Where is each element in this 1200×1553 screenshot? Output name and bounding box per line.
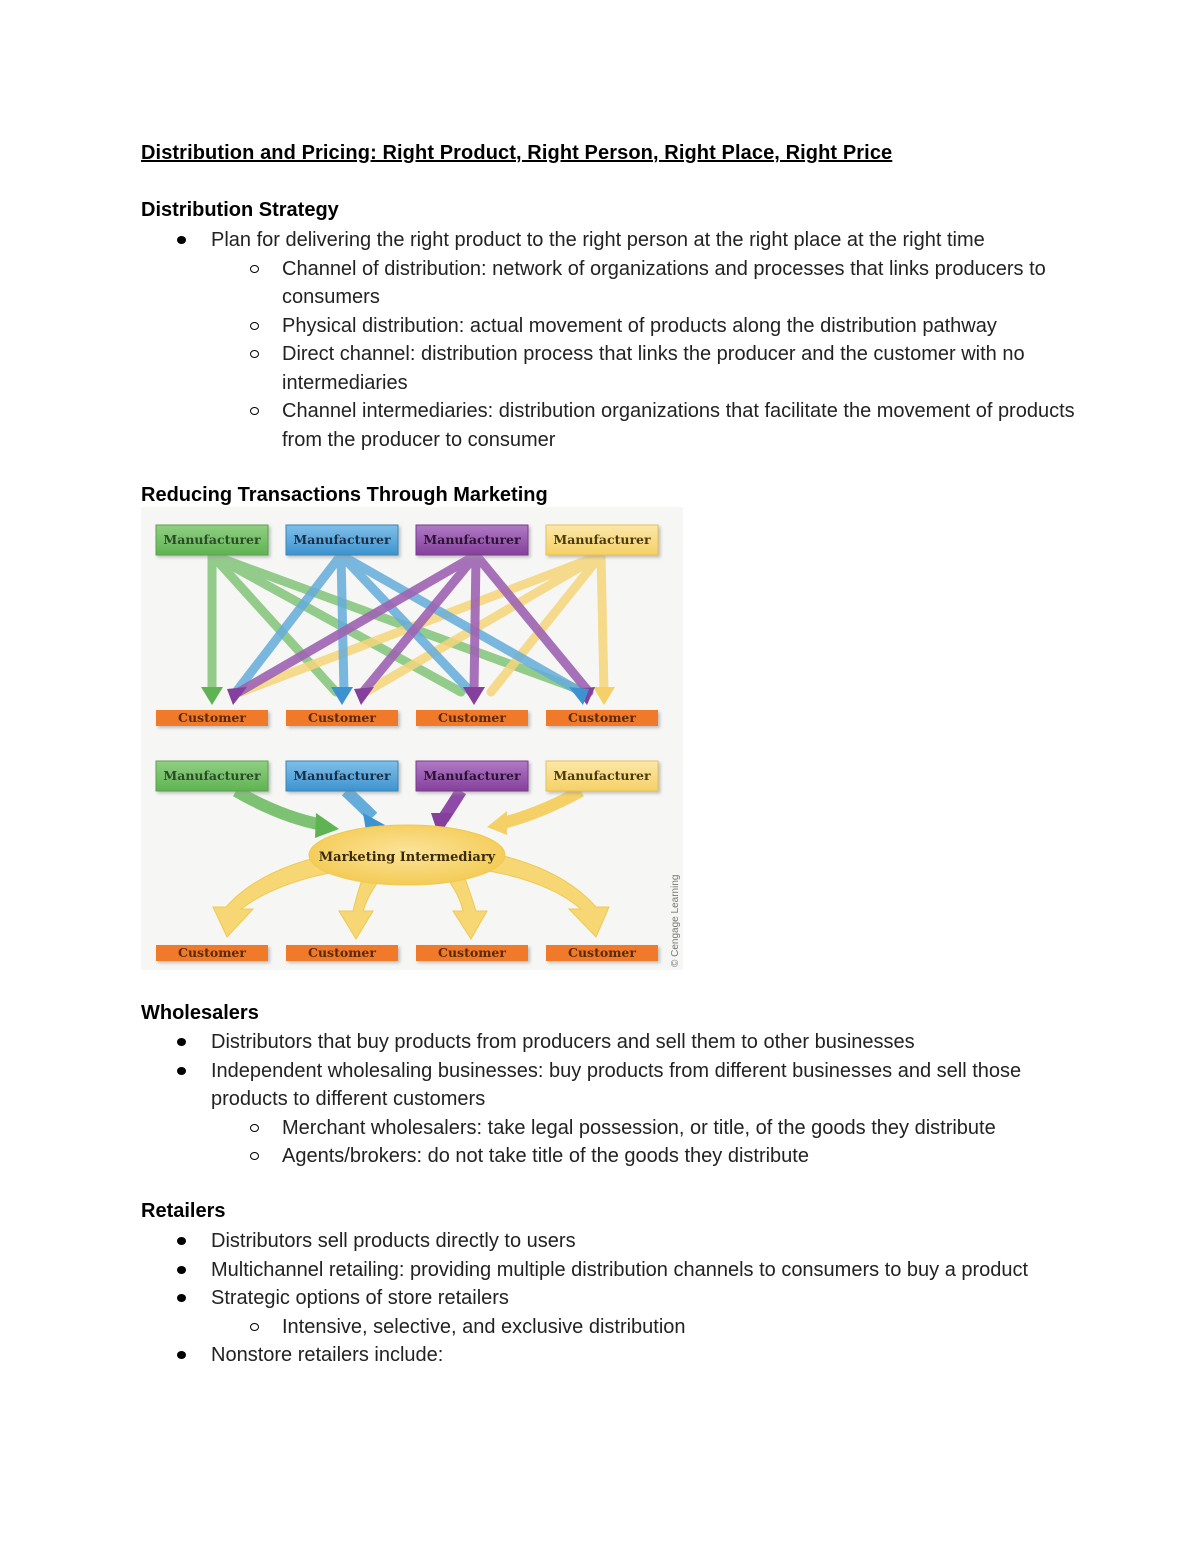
- sub-list-item-text: Agents/brokers: do not take title of the goods they distribute: [282, 1145, 809, 1167]
- list-item-text: Distributors sell products directly to users: [211, 1230, 576, 1252]
- bullet-icon: [177, 1237, 186, 1245]
- customer-label: Customer: [568, 945, 636, 960]
- list-item-text: Strategic options of store retailers: [211, 1287, 509, 1309]
- sub-list: [211, 255, 1080, 455]
- bullet-icon: [177, 1294, 186, 1302]
- section-heading-reducing: Reducing Transactions Through Marketing: [141, 484, 548, 506]
- list-item-text: Nonstore retailers include:: [211, 1344, 444, 1366]
- list-item-text: Plan for delivering the right product to the right person at the right place at the right time: [211, 229, 985, 251]
- list-item: [0, 1057, 1080, 1171]
- list-item: [0, 1028, 1080, 1057]
- wholesalers-list: [0, 1028, 1080, 1171]
- list-item: [0, 1284, 1080, 1341]
- section-heading-wholesalers: Wholesalers: [141, 1002, 259, 1024]
- list-item: [0, 1227, 1080, 1256]
- sub-list-item: [211, 397, 1080, 454]
- sub-list-item-text: Physical distribution: actual movement of products along the distribution pathway: [282, 314, 997, 337]
- customer-label: Customer: [178, 710, 246, 725]
- manufacturer-label: Manufacturer: [293, 768, 391, 783]
- hollow-bullet-icon: [250, 322, 259, 330]
- bullet-icon: [177, 1038, 186, 1046]
- page-title: Distribution and Pricing: Right Product, Right Person, Right Place, Right Price: [141, 142, 893, 164]
- manufacturer-label: Manufacturer: [163, 532, 261, 547]
- bullet-icon: [177, 236, 186, 244]
- customer-label: Customer: [308, 945, 376, 960]
- manufacturer-label: Manufacturer: [553, 768, 651, 783]
- hollow-bullet-icon: [250, 265, 259, 273]
- hollow-bullet-icon: [250, 1152, 259, 1160]
- customer-label: Customer: [308, 710, 376, 725]
- distribution-list: [0, 226, 1080, 454]
- bullet-icon: [177, 1351, 186, 1359]
- sub-list-item-text: Direct channel: distribution process that links the producer and the customer with no intermediaries: [282, 343, 1025, 394]
- customer-label: Customer: [438, 710, 506, 725]
- list-item: [0, 1341, 1080, 1370]
- sub-list-item-text: Intensive, selective, and exclusive distribution: [282, 1315, 686, 1338]
- customer-label: Customer: [438, 945, 506, 960]
- section-heading-distribution: Distribution Strategy: [141, 199, 339, 221]
- customer-label: Customer: [178, 945, 246, 960]
- manufacturer-label: Manufacturer: [423, 532, 521, 547]
- hollow-bullet-icon: [250, 407, 259, 415]
- list-item-text: Distributors that buy products from producers and sell them to other businesses: [211, 1031, 915, 1053]
- sub-list-item-text: Merchant wholesalers: take legal possession, or title, of the goods they distribute: [282, 1116, 996, 1139]
- manufacturer-label: Manufacturer: [423, 768, 521, 783]
- intermediary-label: Marketing Intermediary: [318, 850, 496, 865]
- sub-list-item-text: Channel of distribution: network of organizations and processes that links producers to consumers: [282, 257, 1046, 308]
- hollow-bullet-icon: [250, 1323, 259, 1331]
- distribution-figure: [141, 507, 683, 970]
- sub-list-item: [211, 340, 1080, 397]
- section-heading-retailers: Retailers: [141, 1200, 226, 1222]
- bullet-icon: [177, 1067, 186, 1075]
- hollow-bullet-icon: [250, 350, 259, 358]
- hollow-bullet-icon: [250, 1124, 259, 1132]
- copyright-text: © Cengage Learning: [670, 874, 681, 967]
- manufacturer-label: Manufacturer: [553, 532, 651, 547]
- manufacturer-label: Manufacturer: [163, 768, 261, 783]
- manufacturer-label: Manufacturer: [293, 532, 391, 547]
- list-item-text: Independent wholesaling businesses: buy products from different businesses and sell those products to different customers: [211, 1059, 1022, 1110]
- sub-list: [211, 1114, 1080, 1171]
- sub-list-item: [211, 1114, 1080, 1143]
- list-item: [0, 1256, 1080, 1285]
- customer-label: Customer: [568, 710, 636, 725]
- bullet-icon: [177, 1266, 186, 1274]
- transactions-diagram: [141, 507, 683, 970]
- list-item-text: Multichannel retailing: providing multiple distribution channels to consumers to buy a product: [211, 1258, 1029, 1281]
- sub-list-item: [211, 1313, 1080, 1342]
- list-item: [0, 226, 1080, 454]
- sub-list-item: [211, 1142, 1080, 1171]
- retailers-list: [0, 1227, 1080, 1370]
- sub-list-item-text: Channel intermediaries: distribution organizations that facilitate the movement of products from the producer to consumer: [282, 400, 1075, 451]
- sub-list: [211, 1313, 1080, 1342]
- sub-list-item: [211, 312, 1080, 341]
- sub-list-item: [211, 255, 1080, 312]
